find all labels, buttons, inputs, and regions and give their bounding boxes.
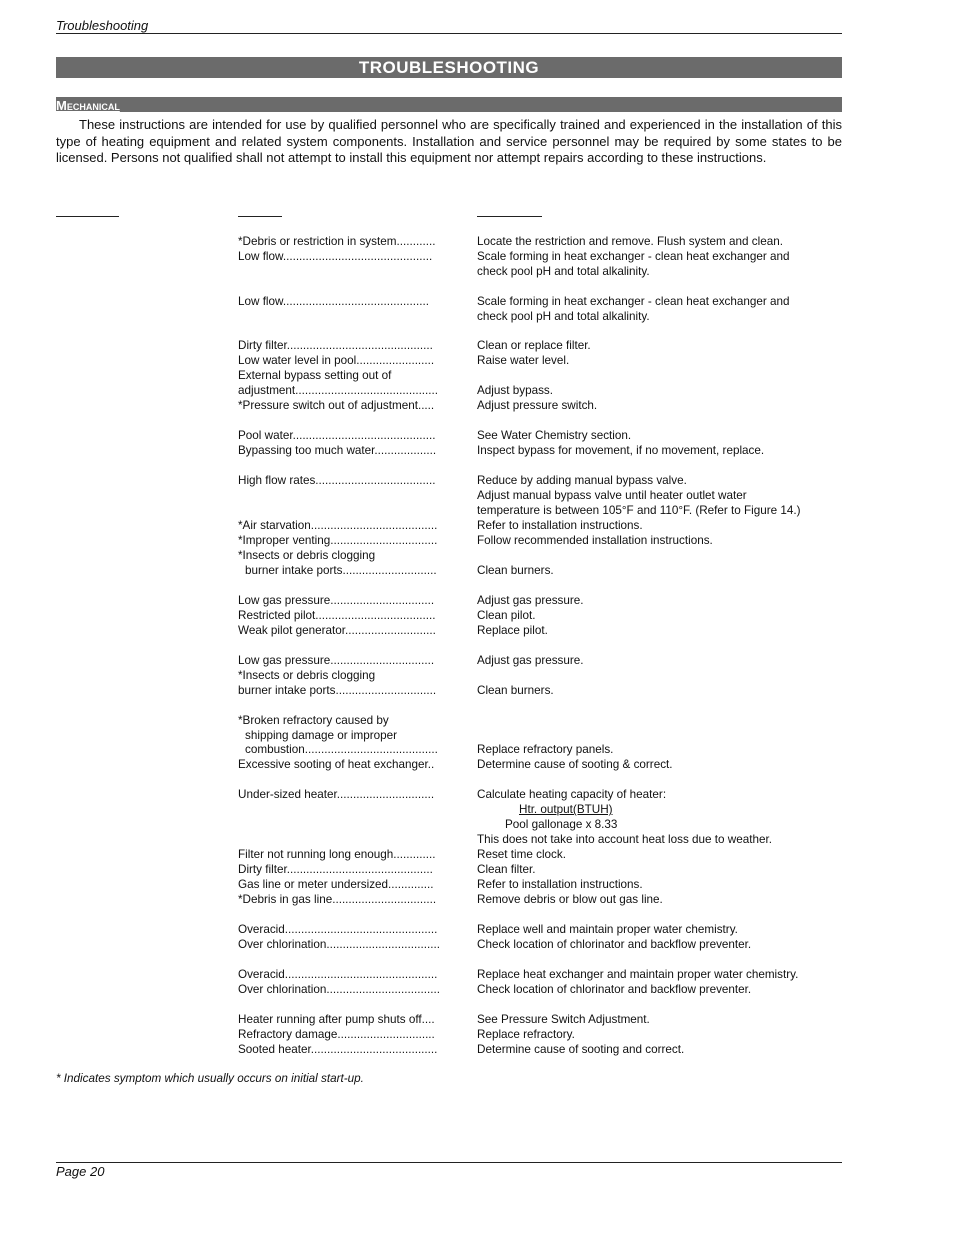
remedy-item: Reset time clock. xyxy=(477,848,566,861)
cause-item: Heater running after pump shuts off.... xyxy=(238,1013,435,1026)
intro-paragraph: These instructions are intended for use by qualified personnel who are specifically trained and experienced in the installation of this type of heating equipment and related system components. Installation and service personnel may be required by some states to be licensed. Persons not qualified shall not attempt to install this equipment nor attempt repairs according to these instructions. xyxy=(56,117,842,166)
cause-item: Low flow.............................................. xyxy=(238,250,433,263)
remedy-item: This does not take into account heat loss due to weather. xyxy=(477,833,772,846)
remedy-item: Replace pilot. xyxy=(477,624,548,637)
remedy-item: Replace well and maintain proper water chemistry. xyxy=(477,923,738,936)
cause-item: Low gas pressure................................ xyxy=(238,594,435,607)
remedy-item: temperature is between 105°F and 110°F. (Refer to Figure 14.) xyxy=(477,504,801,517)
cause-item: Dirty filter............................................. xyxy=(238,863,433,876)
cause-item: Over chlorination................................... xyxy=(238,938,440,951)
cause-item: *Insects or debris clogging xyxy=(238,669,376,682)
remedy-item: Adjust gas pressure. xyxy=(477,594,584,607)
cause-item: *Insects or debris clogging xyxy=(238,549,376,562)
remedy-item: Inspect bypass for movement, if no movement, replace. xyxy=(477,444,765,457)
column-rule-remedy xyxy=(477,216,542,217)
remedy-item: Refer to installation instructions. xyxy=(477,519,643,532)
page-number: Page 20 xyxy=(56,1164,105,1179)
remedy-item: check pool pH and total alkalinity. xyxy=(477,265,650,278)
remedy-item: Clean burners. xyxy=(477,684,554,697)
cause-item: Low flow............................................. xyxy=(238,295,429,308)
remedy-item: Adjust manual bypass valve until heater outlet water xyxy=(477,489,747,502)
column-rule-cause xyxy=(238,216,282,217)
cause-item: Filter not running long enough............. xyxy=(238,848,436,861)
cause-item: *Debris or restriction in system............ xyxy=(238,235,436,248)
page-title: TROUBLESHOOTING xyxy=(56,57,842,78)
remedy-item: Locate the restriction and remove. Flush system and clean. xyxy=(477,235,783,248)
cause-item: Pool water............................................ xyxy=(238,429,436,442)
remedy-item: Determine cause of sooting & correct. xyxy=(477,758,673,771)
remedy-item: Reduce by adding manual bypass valve. xyxy=(477,474,687,487)
remedy-item: Scale forming in heat exchanger - clean heat exchanger and xyxy=(477,250,790,263)
cause-item: shipping damage or improper xyxy=(245,729,398,742)
remedy-item: Adjust gas pressure. xyxy=(477,654,584,667)
remedy-item: Calculate heating capacity of heater: xyxy=(477,788,667,801)
remedy-item: Replace refractory. xyxy=(477,1028,575,1041)
cause-item: Refractory damage.............................. xyxy=(238,1028,435,1041)
cause-item: *Broken refractory caused by xyxy=(238,714,389,727)
remedy-item: Replace refractory panels. xyxy=(477,743,614,756)
cause-item: Overacid............................................... xyxy=(238,968,438,981)
cause-item: Excessive sooting of heat exchanger.. xyxy=(238,758,435,771)
remedy-item: Clean filter. xyxy=(477,863,536,876)
remedy-item: Scale forming in heat exchanger - clean heat exchanger and xyxy=(477,295,790,308)
remedy-item: Adjust bypass. xyxy=(477,384,554,397)
formula-denominator: Pool gallonage x 8.33 xyxy=(505,818,618,831)
cause-item: Gas line or meter undersized.............. xyxy=(238,878,434,891)
cause-item: Low water level in pool........................ xyxy=(238,354,435,367)
remedy-item: Check location of chlorinator and backflow preventer. xyxy=(477,983,752,996)
cause-item: Low gas pressure................................ xyxy=(238,654,435,667)
cause-item: combustion......................................... xyxy=(245,743,438,756)
footer-rule xyxy=(56,1162,842,1163)
remedy-item: Remove debris or blow out gas line. xyxy=(477,893,663,906)
remedy-item: Raise water level. xyxy=(477,354,570,367)
remedy-item: Replace heat exchanger and maintain proper water chemistry. xyxy=(477,968,799,981)
remedy-item: Refer to installation instructions. xyxy=(477,878,643,891)
cause-item: Over chlorination................................... xyxy=(238,983,440,996)
cause-item: burner intake ports............................... xyxy=(238,684,437,697)
cause-item: *Pressure switch out of adjustment..... xyxy=(238,399,435,412)
remedy-item: See Pressure Switch Adjustment. xyxy=(477,1013,650,1026)
remedy-item: Adjust pressure switch. xyxy=(477,399,598,412)
cause-item: High flow rates..................................... xyxy=(238,474,436,487)
cause-item: Overacid............................................... xyxy=(238,923,438,936)
cause-item: *Debris in gas line................................ xyxy=(238,893,437,906)
cause-item: burner intake ports............................. xyxy=(245,564,437,577)
remedy-item: Clean or replace filter. xyxy=(477,339,591,352)
section-bar xyxy=(56,97,842,112)
header-rule xyxy=(56,33,842,34)
cause-item: Sooted heater....................................... xyxy=(238,1043,438,1056)
remedy-item: check pool pH and total alkalinity. xyxy=(477,310,650,323)
cause-item: External bypass setting out of xyxy=(238,369,392,382)
remedy-item: Clean pilot. xyxy=(477,609,536,622)
cause-item: adjustment............................................ xyxy=(238,384,439,397)
running-header: Troubleshooting xyxy=(56,18,149,33)
formula-numerator: Htr. output(BTUH) xyxy=(519,803,613,816)
cause-item: Weak pilot generator............................ xyxy=(238,624,436,637)
cause-item: Under-sized heater.............................. xyxy=(238,788,435,801)
footnote: * Indicates symptom which usually occurs on initial start-up. xyxy=(56,1072,364,1085)
cause-item: Dirty filter............................................. xyxy=(238,339,433,352)
remedy-item: See Water Chemistry section. xyxy=(477,429,632,442)
cause-item: Restricted pilot..................................... xyxy=(238,609,436,622)
cause-item: *Improper venting................................. xyxy=(238,534,438,547)
remedy-item: Check location of chlorinator and backflow preventer. xyxy=(477,938,752,951)
column-rule-symptom xyxy=(56,216,119,217)
remedy-item: Clean burners. xyxy=(477,564,554,577)
remedy-item: Determine cause of sooting and correct. xyxy=(477,1043,685,1056)
cause-item: Bypassing too much water................... xyxy=(238,444,437,457)
remedy-item: Follow recommended installation instructions. xyxy=(477,534,713,547)
section-heading: Mechanical xyxy=(56,98,120,113)
cause-item: *Air starvation....................................... xyxy=(238,519,438,532)
